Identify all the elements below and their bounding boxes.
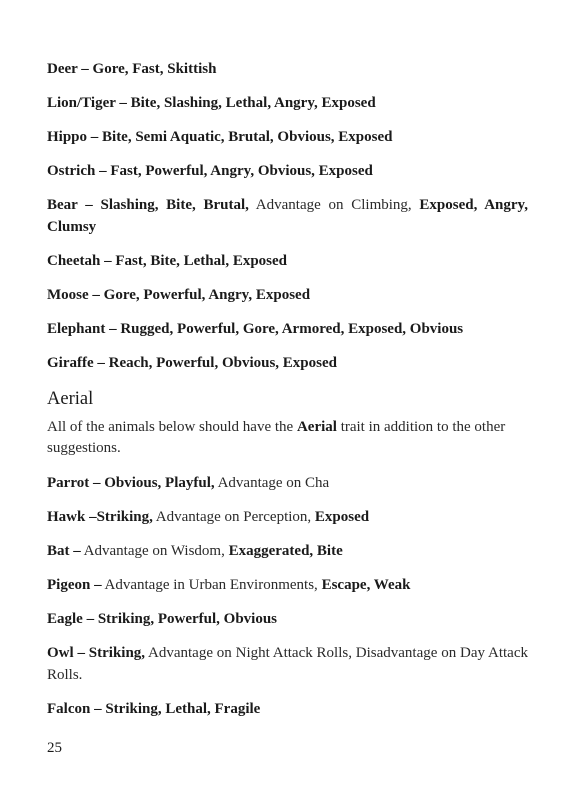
animal-entry [47, 506, 528, 528]
entry-traits-bold: Bat – [47, 543, 81, 559]
entry-traits-bold: Giraffe – Reach, Powerful, Obvious, Exposed [47, 355, 337, 371]
aerial-intro-bold: Aerial [296, 419, 337, 435]
animal-entry [47, 642, 528, 686]
entry-traits-bold: Bear – Slashing, Bite, Brutal, [47, 197, 249, 213]
entry-traits-bold: Pigeon – [47, 577, 102, 593]
entry-traits-bold: Falcon – Striking, Lethal, Fragile [47, 701, 261, 717]
aerial-intro-after: trait in addition to the other suggestions. [47, 419, 506, 456]
entry-traits-bold: Cheetah – Fast, Bite, Lethal, Exposed [47, 253, 287, 269]
entry-traits-plain: Advantage on Cha [214, 475, 330, 491]
aerial-entries [47, 472, 528, 720]
entry-traits-bold: Exposed, Angry, Clumsy [47, 197, 528, 235]
animal-entry [47, 574, 528, 596]
aerial-intro [47, 417, 528, 459]
entry-traits-plain: Advantage on Climbing, [248, 197, 420, 213]
land-entries [47, 58, 528, 374]
animal-entry [47, 698, 528, 720]
animal-entry [47, 318, 528, 340]
page-number: 25 [47, 740, 62, 756]
entry-traits-bold: Ostrich – Fast, Powerful, Angry, Obvious, Exposed [47, 163, 373, 179]
animal-entry [47, 540, 528, 562]
aerial-intro-before: All of the animals below should have the [47, 419, 297, 435]
entry-traits-bold: Hawk –Striking, [47, 509, 153, 525]
entry-traits-plain: Advantage in Urban Environments, [101, 577, 322, 593]
entry-traits-bold: Elephant – Rugged, Powerful, Gore, Armored, Exposed, Obvious [47, 321, 464, 337]
entry-traits-bold: Moose – Gore, Powerful, Angry, Exposed [47, 287, 311, 303]
animal-entry [47, 194, 528, 238]
animal-entry [47, 352, 528, 374]
animal-entry [47, 472, 528, 494]
animal-entry [47, 608, 528, 630]
entry-traits-bold: Parrot – Obvious, Playful, [47, 475, 215, 491]
entry-traits-plain: Advantage on Perception, [152, 509, 315, 525]
entry-traits-plain: Advantage on Night Attack Rolls, Disadvantage on Day Attack Rolls. [47, 645, 528, 683]
animal-entry [47, 160, 528, 182]
entry-traits-bold: Lion/Tiger – Bite, Slashing, Lethal, Angry, Exposed [47, 95, 376, 111]
entry-traits-bold: Eagle – Striking, Powerful, Obvious [47, 611, 278, 627]
entry-traits-plain: Advantage on Wisdom, [80, 543, 229, 559]
animal-entry [47, 284, 528, 306]
section-heading-aerial: Aerial [47, 389, 94, 409]
entry-traits-bold: Escape, Weak [321, 577, 411, 593]
animal-entry [47, 92, 528, 114]
animal-entry [47, 126, 528, 148]
entry-traits-bold: Hippo – Bite, Semi Aquatic, Brutal, Obvious, Exposed [47, 129, 393, 145]
animal-entry [47, 58, 528, 80]
animal-entry [47, 250, 528, 272]
entry-traits-bold: Owl – Striking, [47, 645, 146, 661]
entry-traits-bold: Exaggerated, Bite [228, 543, 343, 559]
page-content [47, 58, 528, 732]
entry-traits-bold: Deer – Gore, Fast, Skittish [47, 61, 217, 77]
entry-traits-bold: Exposed [314, 509, 370, 525]
